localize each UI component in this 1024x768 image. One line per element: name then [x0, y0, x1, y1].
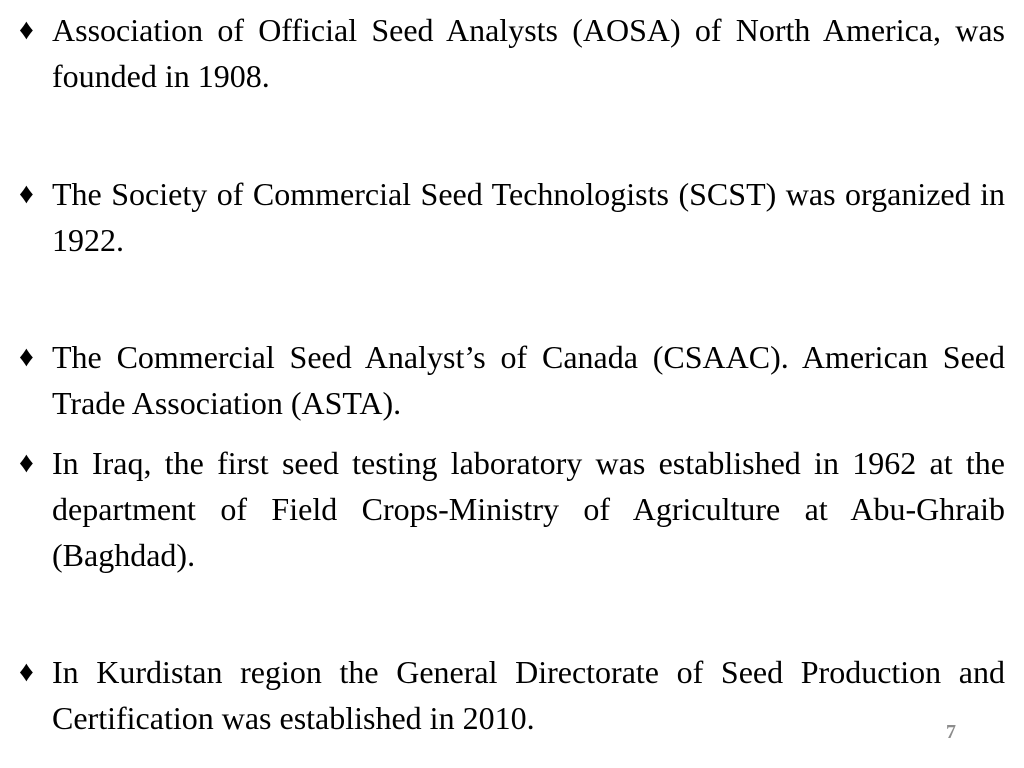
- bullet-item-iraq: [19, 440, 1005, 578]
- bullet-item-kurdistan: [19, 649, 1005, 741]
- bullet-text: In Kurdistan region the General Directorate of Seed Production and Certification was established in 2010.: [52, 654, 1005, 736]
- diamond-bullet-icon: ♦: [19, 341, 34, 373]
- bullet-item-csaac-asta: [19, 334, 1005, 426]
- diamond-bullet-icon: ♦: [19, 447, 34, 479]
- page-number: 7: [946, 721, 956, 743]
- diamond-bullet-icon: ♦: [19, 14, 34, 46]
- bullet-text: Association of Official Seed Analysts (AOSA) of North America, was founded in 1908.: [52, 12, 1005, 94]
- bullet-text: The Society of Commercial Seed Technologists (SCST) was organized in 1922.: [52, 176, 1005, 258]
- diamond-bullet-icon: ♦: [19, 178, 34, 210]
- bullet-text: The Commercial Seed Analyst’s of Canada (CSAAC). American Seed Trade Association (ASTA).: [52, 339, 1005, 421]
- bullet-text: In Iraq, the first seed testing laboratory was established in 1962 at the department of Field Crops-Ministry of Agriculture at Abu-Ghraib (Baghdad).: [52, 445, 1005, 573]
- diamond-bullet-icon: ♦: [19, 656, 34, 688]
- bullet-item-aosa: [19, 7, 1005, 99]
- bullet-item-scst: [19, 171, 1005, 263]
